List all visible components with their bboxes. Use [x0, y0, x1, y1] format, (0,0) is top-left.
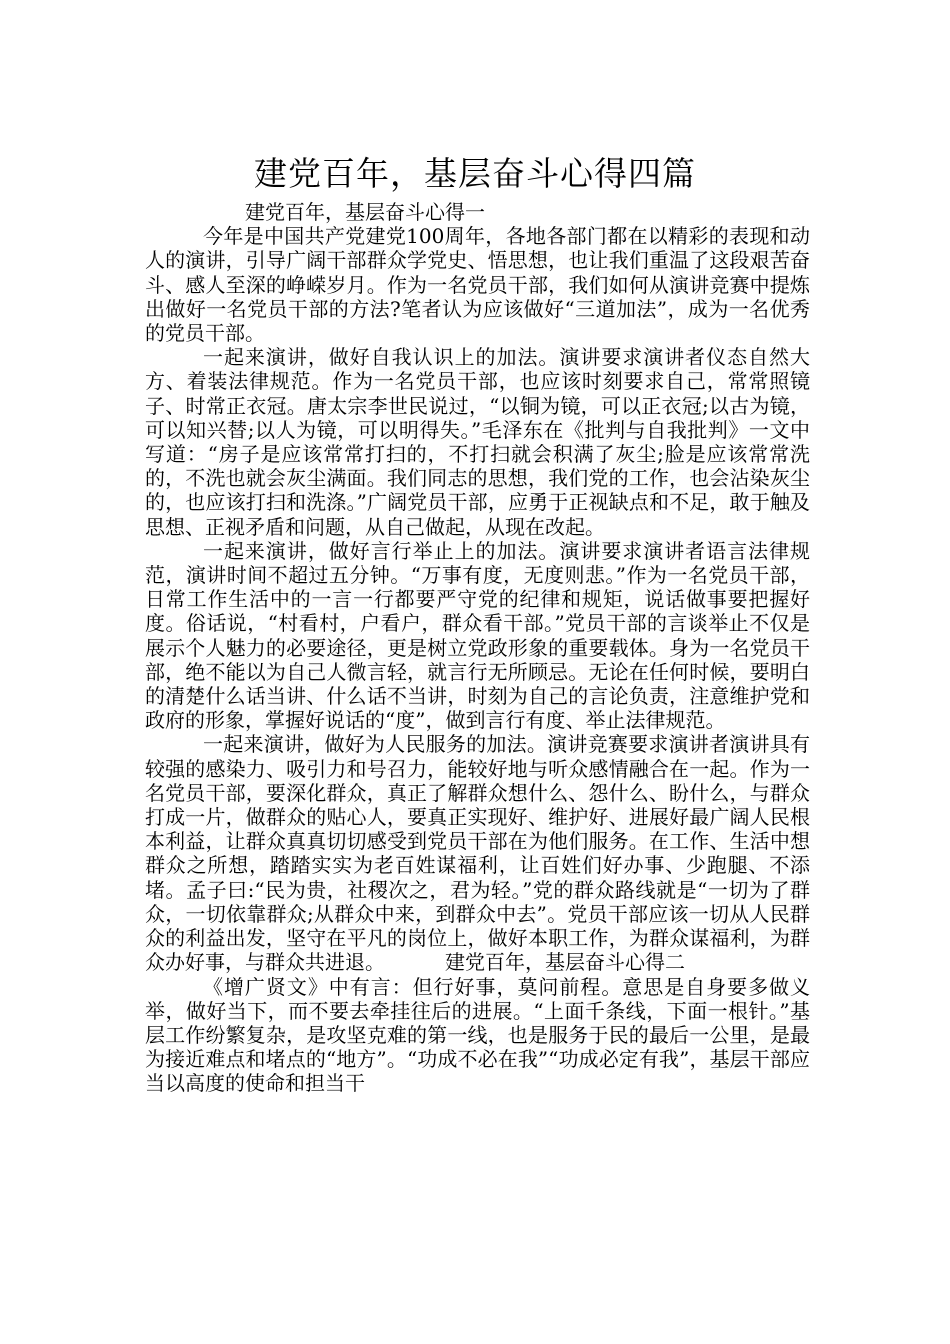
- paragraph-4-text: 一起来演讲，做好为人民服务的加法。演讲竞赛要求演讲者演讲具有较强的感染力、吸引力和号召力，能较好地与听众感情融合在一起。作为一名党员干部，要深化群众，真正了解群众想什么、怨什么、盼什么，与群众打成一片，做群众的贴心人，要真正实现好、维护好、进展好最广阔人民根本利益，让群众真真切切感受到党员干部在为他们服务。在工作、生活中想群众之所想，踏踏实实为老百姓谋福利，让百姓们好办事、少跑腿、不添堵。孟子曰:“民为贵，社稷次之，君为轻。”党的群众路线就是“一切为了群众，一切依靠群众;从群众中来，到群众中去”。党员干部应该一切从人民群众的利益出发，坚守在平凡的岗位上，做好本职工作，为群众谋福利，为群众办好事，与群众共进退。: [145, 732, 810, 975]
- paragraph-4: [145, 732, 810, 974]
- document-body: [145, 200, 810, 1096]
- section-heading-one: 建党百年，基层奋斗心得一: [245, 200, 485, 224]
- section-heading-two: 建党百年，基层奋斗心得二: [445, 950, 685, 975]
- paragraph-3: 一起来演讲，做好言行举止上的加法。演讲要求演讲者语言法律规范，演讲时间不超过五分钟。“万事有度，无度则悲。”作为一名党员干部，日常工作生活中的一言一行都要严守党的纪律和规矩，说话做事要把握好度。俗话说，“村看村，户看户，群众看干部。”党员干部的言谈举止不仅是展示个人魅力的必要途径，更是树立党政形象的重要载体。身为一名党员干部，绝不能以为自己人微言轻，就言行无所顾忌。无论在任何时候，要明白的清楚什么话当讲、什么话不当讲，时刻为自己的言论负责，注意维护党和政府的形象，掌握好说话的“度”，做到言行有度、举止法律规范。: [145, 538, 810, 733]
- paragraph-2: 一起来演讲，做好自我认识上的加法。演讲要求演讲者仪态自然大方、着装法律规范。作为一名党员干部，也应该时刻要求自己，常常照镜子、时常正衣冠。唐太宗李世民说过，“以铜为镜，可以正衣冠;以古为镜，可以知兴替;以人为镜，可以明得失。”毛泽东在《批判与自我批判》一文中写道：“房子是应该常常打扫的，不打扫就会积满了灰尘;脸是应该常常洗的，不洗也就会灰尘满面。我们同志的思想，我们党的工作，也会沾染灰尘的，也应该打扫和洗涤。”广阔党员干部，应勇于正视缺点和不足，敢于触及思想、正视矛盾和问题，从自己做起，从现在改起。: [145, 345, 810, 539]
- document-title: 建党百年，基层奋斗心得四篇: [254, 154, 696, 194]
- paragraph-5: 《增广贤文》中有言：但行好事，莫问前程。意思是自身要多做义举，做好当下，而不要去牵挂往后的进展。“上面千条线，下面一根针。”基层工作纷繁复杂，是攻坚克难的第一线，也是服务于民的最后一公里，是最为接近难点和堵点的“地方”。“功成不必在我”“功成必定有我”，基层干部应当以高度的使命和担当干: [145, 974, 810, 1096]
- paragraph-1: 今年是中国共产党建党100周年，各地各部门都在以精彩的表现和动人的演讲，引导广阔干部群众学党史、悟思想，也让我们重温了这段艰苦奋斗、感人至深的峥嵘岁月。作为一名党员干部，我们如何从演讲竞赛中提炼出做好一名党员干部的方法?笔者认为应该做好“三道加法”，成为一名优秀的党员干部。: [145, 224, 810, 346]
